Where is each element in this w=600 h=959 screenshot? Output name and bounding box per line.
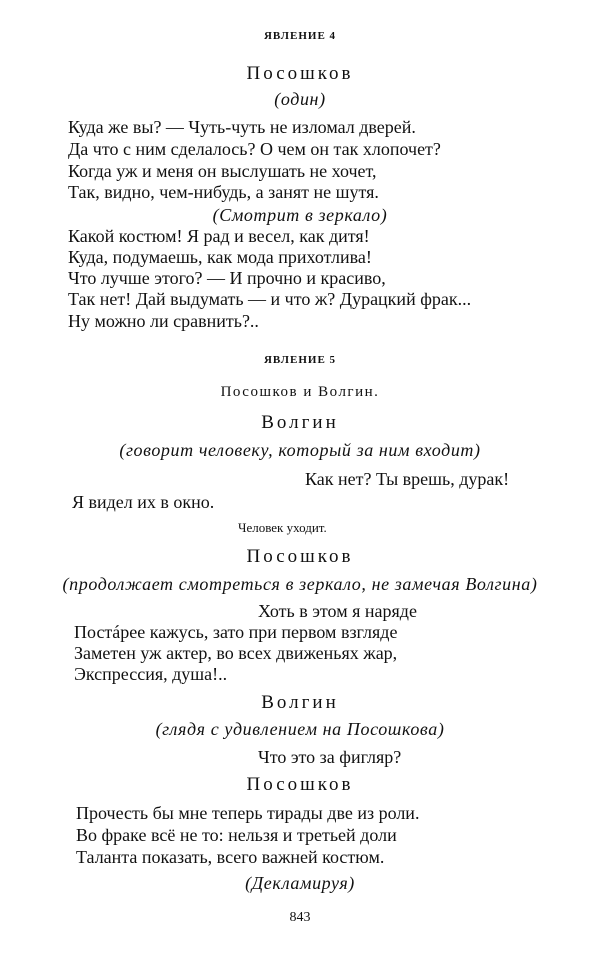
scene-5-heading: ЯВЛЕНИЕ 5 (263, 354, 337, 366)
verse-line: Во фраке всё не то: нельзя и третьей доли (76, 825, 397, 845)
scene-4-heading: ЯВЛЕНИЕ 4 (263, 30, 337, 42)
stage-direction: (продолжает смотреться в зеркало, не замечая Волгина) (62, 574, 538, 594)
verse-line: Постáрее кажусь, зато при первом взгляде (74, 622, 398, 642)
verse-line: Я видел их в окно. (72, 492, 215, 512)
speaker-volgin: Волгин (261, 412, 339, 433)
stage-direction: (говорит человеку, который за ним входит) (119, 440, 481, 460)
verse-line: Куда же вы? — Чуть-чуть не изломал дверей. (68, 117, 416, 137)
verse-line: Как нет? Ты врешь, дурак! (305, 469, 510, 489)
verse-line: Какой костюм! Я рад и весел, как дитя! (68, 226, 370, 246)
verse-line: Экспрессия, душа!.. (74, 664, 228, 684)
stage-direction: (Смотрит в зеркало) (212, 205, 388, 225)
verse-line: Ну можно ли сравнить?.. (68, 311, 259, 331)
stage-direction: (глядя с удивлением на Посошкова) (155, 719, 445, 739)
verse-line: Когда уж и меня он выслушать не хочет, (68, 161, 377, 181)
page-number: 843 (289, 910, 311, 925)
verse-line: Что это за фигляр? (258, 747, 402, 767)
verse-line: Да что с ним сделалось? О чем он так хлопочет? (68, 139, 441, 159)
verse-line: Так, видно, чем-нибудь, а занят не шутя. (68, 182, 379, 202)
verse-line: Что лучше этого? — И прочно и красиво, (68, 268, 386, 288)
speaker-volgin: Волгин (261, 692, 339, 713)
verse-line: Куда, подумаешь, как мода прихотлива! (68, 247, 372, 267)
verse-line: Хоть в этом я наряде (258, 601, 417, 621)
stage-direction: (Декламируя) (245, 873, 355, 893)
stage-direction: (один) (274, 89, 326, 109)
verse-line: Заметен уж актер, во всех движеньях жар, (74, 643, 398, 663)
speaker-pososhkov: Посошков (246, 774, 354, 795)
cast-list: Посошков и Волгин. (220, 384, 380, 400)
verse-line: Так нет! Дай выдумать — и что ж? Дурацкий фрак... (68, 289, 472, 309)
verse-line: Таланта показать, всего важней костюм. (76, 847, 385, 867)
verse-line: Прочесть бы мне теперь тирады две из роли. (76, 803, 420, 823)
stage-remark: Человек уходит. (238, 520, 327, 535)
speaker-pososhkov: Посошков (246, 546, 354, 567)
speaker-pososhkov: Посошков (246, 63, 354, 84)
